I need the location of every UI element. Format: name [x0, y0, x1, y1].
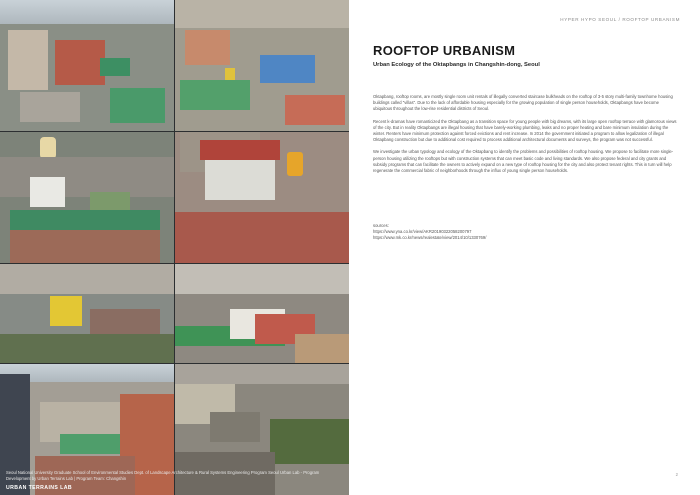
- source-link[interactable]: https://www.yna.co.kr/view/AKR20190322058200797: [373, 229, 472, 235]
- sources-block: [373, 223, 677, 242]
- page-number: 2: [675, 472, 678, 477]
- body-paragraph: We investigate the urban typology and ecology of the Oktapbang to identify the problems and possibilities of rooftop housing. We propose to facilitate more single-person housing utilizing the rooftops but with construction systems that can meet basic code and living standards. We also propose federal and city grants and subsidy programs that can facilitate the owners to actively expand on a new type of rooftop housing for the city and also protect tenant rights. This in turn will help regenerate the commercial fabric of neighborhoods through the influx of young single person households.: [373, 149, 674, 174]
- page-title: ROOFTOP URBANISM: [373, 43, 516, 58]
- footer-lab-name: URBAN TERRAINS LAB: [6, 485, 72, 491]
- body-paragraph: Recent k-dramas have romanticized the Oktapbang as a transition space for young people with big dreams, with its large open rooftop terrace with glamorous views of the city. But in reality Oktapbangs are illegal housing that have barely-working plumbing, leaks and no proper heating and bare minimum insulation during the winter. Renters have minimum protection against forced evictions and rent increase. In 2014 the government initiated a program to allow legalization of illegal Oktapbang construction but due to additional cost required to process additional architectural documents and surveys, the program was not successful.: [373, 118, 677, 143]
- rooftop-photo-6: [175, 264, 349, 363]
- header-kicker: HYPER HYPO SEOUL / ROOFTOP URBANISM: [560, 17, 680, 22]
- rooftop-photo-4: [175, 132, 349, 263]
- body-text: [373, 94, 677, 180]
- page-subtitle: Urban Ecology of the Oktapbangs in Changshin-dong, Seoul: [373, 62, 540, 68]
- text-column: [349, 0, 700, 495]
- rooftop-photo-2: [175, 0, 349, 131]
- rooftop-photo-5: [0, 264, 174, 363]
- rooftop-photo-1: [0, 0, 174, 131]
- source-link[interactable]: https://www.mk.co.kr/news/realestate/view/2014/10/1330769/: [373, 235, 487, 241]
- footer-credit: Seoul National University Graduate School of Environmental Studies Dept. of Landscape Architecture & Rural Systems Engineering Program Seoul Urban Lab - Program Development by Urban Terrains Lab | Program Team: Changshin: [6, 470, 320, 481]
- sources-label: sources:: [373, 223, 389, 228]
- photo-grid: [0, 0, 349, 495]
- body-paragraph: Oktapbang, rooftop rooms, are mostly single room unit rentals of illegally converted staircase bulkheads on the rooftop of 3-5 story multi-family townhome housing buildings called "villas". Due to the lack of affordable housing especially for the growing population of single person households, Oktapbangs have become ubiquitous throughout the low-rise residential districts of Seoul.: [373, 94, 673, 112]
- rooftop-photo-3: [0, 132, 174, 263]
